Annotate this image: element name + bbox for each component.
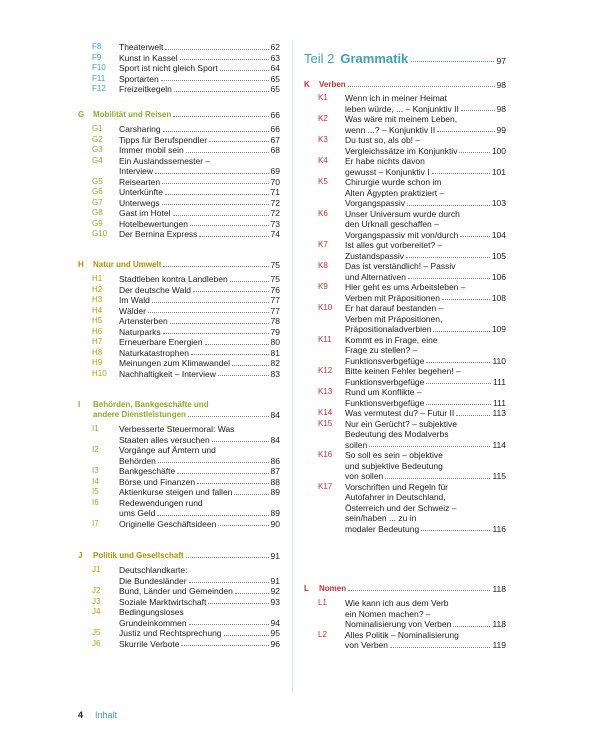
page-number: 83 [270, 368, 280, 379]
entry-code: F12 [92, 84, 106, 93]
section-title: Mobilität und Reisen [93, 110, 172, 119]
section-heading[interactable] [78, 551, 280, 561]
entry-code: I2 [92, 445, 99, 454]
entry-text-line: Funktionsverbgefüge [345, 397, 425, 408]
entry-text-line: Alles Politik – Nominalisierung [345, 629, 459, 640]
entry-text-line: Er hat darauf bestanden – [345, 303, 444, 313]
section-heading[interactable] [304, 80, 506, 90]
entry-code: L1 [318, 598, 327, 607]
entry-text-line: Behörden [119, 455, 156, 466]
entry-text-line: sollen [345, 439, 368, 450]
entry-text-line: Unterwegs [119, 197, 160, 208]
section-title: Natur und Umwelt [93, 260, 162, 269]
entry-code: G4 [92, 155, 103, 165]
part-title: Grammatik [340, 51, 409, 66]
entry-code: J3 [92, 596, 101, 606]
entry-text-line: Funktionsverbgefüge [345, 376, 425, 387]
page-number: 110 [492, 355, 506, 366]
entry-text-line: gewusst – Konjunktiv I [345, 166, 430, 177]
entry-text-line: Was vermutest du? – Futur II [345, 408, 455, 418]
entry-code: I3 [92, 466, 99, 475]
page-number: 105 [491, 250, 506, 261]
entry-text-line: Naturparks [119, 326, 161, 337]
entry-text-line: Das ist verständlich! – Passiv [345, 261, 456, 271]
section-heading[interactable] [78, 110, 280, 120]
entry-code: H7 [92, 337, 103, 346]
page-number: 98 [496, 80, 506, 90]
section-heading[interactable] [304, 584, 506, 594]
section-title: Nomen [319, 584, 347, 593]
entry-text-line: Verbesserte Steuermoral: Was [119, 424, 235, 434]
section-g [78, 110, 280, 239]
entry-code: G5 [92, 176, 103, 186]
entry-text-line: Wie kann ich aus dem Verb [345, 598, 449, 608]
entry-code: J5 [92, 628, 101, 637]
entry-text-line: Was wäre mit meinem Leben, [345, 114, 458, 124]
entry-text-line: Er habe nichts davon [345, 156, 425, 166]
page-number: 99 [496, 124, 506, 135]
page-number: 114 [492, 439, 506, 450]
entry-code: H2 [92, 284, 103, 294]
page-number: 66 [270, 124, 280, 134]
page-number: 79 [270, 326, 280, 337]
entry-text-line: ums Geld [119, 508, 156, 518]
page-number: 69 [270, 166, 280, 176]
entry-code: J2 [92, 586, 101, 595]
entry-code: K9 [318, 282, 328, 291]
entry-text-line: Vorgangspassiv [345, 198, 406, 208]
section-l [304, 584, 506, 650]
entry-text-line: von Verben [345, 640, 389, 650]
entry-code: G10 [92, 229, 108, 238]
section-letter: G [78, 110, 85, 119]
section-letter: H [78, 260, 84, 269]
entry-text-line: Interview [119, 166, 154, 176]
entry-code: I6 [92, 497, 99, 507]
entry-text-line: Meinungen zum Klimawandel [119, 358, 231, 368]
page-number: 93 [270, 596, 280, 607]
section-h [78, 260, 280, 379]
section-title-line: andere Dienstleistungen [93, 410, 186, 419]
page-number: 103 [491, 198, 506, 208]
page-number: 81 [270, 347, 280, 358]
page-number: 75 [270, 274, 280, 284]
entry-text-line: Autofahrer in Deutschland, [345, 492, 446, 502]
entry-code: I4 [92, 476, 99, 486]
page-number: 95 [270, 628, 280, 638]
entry-text-line: Skurrile Verbote [119, 638, 180, 649]
entry-code: G6 [92, 187, 103, 196]
entry-text-line: Frage zu stellen? – [345, 345, 418, 355]
entry-text-line: Vergleichssätze im Konjunktiv [345, 145, 458, 156]
entry-text-line: Bankgeschäfte [119, 466, 176, 476]
entry-code: K12 [318, 366, 333, 375]
entry-text-line: Nachhaltigkeit – Interview [119, 368, 216, 379]
entry-text-line: Nominalisierung von Verben [345, 619, 452, 629]
page-number: 72 [270, 208, 280, 218]
page-number: 98 [496, 103, 506, 114]
entry-text-line: Kommt es in Frage, eine [345, 334, 438, 345]
page-number: 111 [493, 376, 506, 387]
entry-text-line: Justiz und Rechtsprechung [119, 628, 222, 638]
section-heading[interactable] [78, 260, 280, 270]
page-number: 87 [270, 466, 280, 476]
column-divider [292, 40, 293, 693]
entry-code: K10 [318, 303, 333, 312]
entry-text-line: von sollen [345, 471, 384, 481]
entry-code: K1 [318, 93, 328, 102]
section-letter: K [304, 80, 310, 89]
entry-text-line: Bedingungsloses [119, 607, 184, 617]
entry-text-line: Präpositionaladverbien [345, 324, 432, 334]
entry-text-line: ein Nomen machen? – [345, 608, 431, 619]
entry-code: F8 [92, 42, 102, 51]
page-number: 90 [270, 518, 280, 529]
entry-code: K6 [318, 208, 328, 218]
entry-text-line: Artensterben [119, 316, 168, 326]
page-number: 63 [270, 52, 280, 63]
page-number: 73 [270, 218, 280, 229]
page-number: 115 [492, 471, 506, 481]
entry-code: G8 [92, 208, 103, 217]
entry-text-line: Ein Auslandssemester – [119, 155, 211, 166]
entry-code: H6 [92, 326, 103, 336]
footer-page-number: 4 [78, 710, 84, 720]
page-number: 80 [270, 337, 280, 347]
page-number: 118 [492, 619, 506, 629]
page-number: 66 [270, 110, 280, 120]
entry-code: F9 [92, 52, 102, 62]
entry-code: G9 [92, 218, 103, 228]
page-number: 113 [492, 408, 506, 418]
entry-text-line: Gast im Hotel [119, 208, 171, 218]
entry-text-line: Zustandspassiv [345, 250, 405, 261]
entry-text-line: Bund, Länder und Gemeinden [119, 586, 233, 596]
entry-text-line: Deutschlandkarte: [119, 565, 188, 575]
entry-text-line: Vorgangspassiv mit von/durch [345, 229, 459, 240]
page-number: 77 [270, 305, 280, 316]
entry-code: H10 [92, 368, 107, 378]
entry-code: G2 [92, 134, 103, 144]
page-number: 94 [270, 617, 280, 628]
entry-code: F11 [92, 73, 106, 83]
entry-code: H3 [92, 295, 103, 304]
entry-text-line: Naturkatastrophen [119, 347, 189, 358]
entry-text-line: Hotelbewertungen [119, 218, 188, 229]
entry-text-line: Theaterwelt [119, 42, 164, 52]
entry-text-line: Tipps für Berufspendler [119, 134, 208, 145]
page-number: 104 [491, 229, 506, 240]
section-k [304, 80, 506, 534]
page-number: 65 [270, 73, 280, 84]
entry-code: K5 [318, 177, 328, 186]
entry-text-line: Reisearten [119, 176, 161, 187]
entry-code: K2 [318, 114, 328, 123]
entry-code: H1 [92, 274, 103, 283]
page-number: 96 [270, 638, 280, 649]
entry-text-line: Du tust so, als ob! – [345, 135, 421, 145]
page-number: 72 [270, 197, 280, 208]
entry-code: H5 [92, 316, 103, 325]
entry-text-line: leben würde, ... – Konjunktiv II [345, 103, 459, 114]
footer-label: Inhalt [95, 710, 118, 720]
section-letter: J [78, 551, 83, 560]
page-number: 70 [270, 176, 280, 187]
entry-text-line: Alten Ägypten praktiziert – [345, 187, 445, 198]
entry-text-line: und Alternativen [345, 271, 406, 282]
page-number: 86 [270, 455, 280, 466]
entry-text-line: Staaten alles versuchen [119, 434, 210, 445]
page-number: 111 [493, 397, 506, 408]
entry-text-line: Wenn ich in meiner Heimat [345, 93, 447, 103]
entry-code: I5 [92, 487, 99, 496]
entry-text-line: Unterkünfte [119, 187, 163, 197]
page-number: 75 [270, 260, 280, 270]
entry-text-line: Aktienkurse steigen und fallen [119, 487, 233, 497]
page-number: 106 [491, 271, 506, 282]
entry-text-line: Immer mobil sein [119, 145, 184, 155]
page-number: 109 [491, 324, 506, 334]
page-number: 84 [270, 410, 280, 420]
section-letter: L [304, 584, 309, 593]
entry-text-line: Funktionsverbgefüge [345, 355, 425, 366]
page-footer [78, 710, 117, 720]
entry-code: J4 [92, 607, 101, 616]
page-number: 108 [491, 292, 506, 303]
section-heading[interactable] [78, 400, 280, 420]
entry-text-line: Sportarten [119, 73, 159, 84]
section-i [78, 400, 280, 529]
entry-text-line: Redewendungen rund [119, 497, 203, 508]
entry-code: F10 [92, 63, 106, 72]
entry-code: K17 [318, 481, 333, 491]
entry-text-line: Der deutsche Wald [119, 284, 191, 295]
page-number: 67 [270, 134, 280, 145]
entry-text-line: Stadtleben kontra Landleben [119, 274, 228, 284]
entry-code: K7 [318, 240, 328, 249]
entry-text-line: Ist alles gut vorbereitet? – [345, 240, 443, 250]
page-number: 91 [270, 551, 280, 561]
page-number: 77 [270, 295, 280, 305]
entry-text-line: Vorgänge auf Ämtern und [119, 445, 216, 455]
entry-text-line: Bedeutung des Modalverbs [345, 429, 449, 439]
entry-code: J1 [92, 565, 101, 574]
entry-text-line: Im Wald [119, 295, 150, 305]
entry-code: H8 [92, 347, 103, 357]
page-number: 88 [270, 476, 280, 487]
entry-code: K3 [318, 135, 328, 144]
entry-text-line: Freizeitkegeln [119, 84, 172, 94]
entry-text-line: Unser Universum wurde durch [345, 208, 460, 219]
page-number: 74 [270, 229, 280, 239]
entry-text-line: modaler Bedeutung [345, 523, 420, 534]
entry-code: H4 [92, 305, 103, 315]
entry-code: K13 [318, 387, 333, 396]
entry-code: I1 [92, 424, 99, 433]
entry-text-line: Erneuerbare Energien [119, 337, 203, 347]
page-number: 89 [270, 508, 280, 518]
entry-text-line: Vorschriften und Regeln für [345, 481, 449, 492]
part-heading[interactable] [304, 48, 506, 66]
entry-code: K15 [318, 418, 333, 428]
section-j [78, 551, 280, 649]
page-number: 119 [492, 640, 506, 650]
entry-text-line: Chirurgie wurde schon im [345, 177, 442, 187]
entry-text-line: So soll es sein – objektive [345, 450, 443, 460]
page-number: 92 [270, 586, 280, 596]
entry-text-line: Österreich und der Schweiz – [345, 502, 457, 513]
entry-text-line: Hier geht es ums Arbeitsleben – [345, 282, 466, 292]
entry-text-line: Rund um Konflikte – [345, 387, 422, 397]
entry-code: H9 [92, 358, 103, 367]
entry-text-line: Der Bernina Express [119, 229, 198, 239]
entry-code: K11 [318, 334, 332, 344]
page-number: 91 [270, 575, 280, 586]
entry-text-line: sein/haben ... zu in [345, 513, 417, 523]
entry-text-line: Wälder [119, 305, 146, 316]
entry-text-line: Sport ist nicht gleich Sport [119, 63, 218, 73]
page-number: 71 [270, 187, 280, 197]
entry-text-line: Originelle Geschäftsideen [119, 518, 217, 529]
page-number: 100 [491, 145, 506, 156]
entry-code: I7 [92, 518, 99, 528]
entry-text-line: Soziale Marktwirtschaft [119, 596, 207, 607]
entry-code: K4 [318, 156, 328, 165]
entry-code: L2 [318, 629, 327, 639]
page-number: 101 [491, 166, 506, 177]
entry-code: K14 [318, 408, 333, 417]
section-title-line: Behörden, Bankgeschäfte und [93, 400, 209, 409]
section-title: Verben [319, 80, 346, 89]
entry-text-line: und subjektive Bedeutung [345, 460, 443, 471]
page-number: 89 [270, 487, 280, 497]
page-number: 97 [496, 56, 506, 66]
entry-text-line: Verben mit Präpositionen, [345, 313, 443, 324]
entry-text-line: Grundeinkommen [119, 617, 187, 628]
entry-text-line: Kunst in Kassel [119, 52, 178, 63]
entry-text-line: Nur ein Gerücht? – subjektive [345, 418, 457, 429]
section-letter: I [78, 400, 81, 409]
page-number: 64 [270, 63, 280, 73]
section-title: Politik und Gesellschaft [93, 551, 184, 560]
page-number: 68 [270, 145, 280, 155]
entry-code: J6 [92, 638, 101, 648]
part-label: Teil 2 [304, 51, 335, 66]
page-number: 65 [270, 84, 280, 94]
page-number: 84 [270, 434, 280, 445]
page-number: 82 [270, 358, 280, 368]
page-number: 76 [270, 284, 280, 295]
entry-text-line: den Urknall geschaffen – [345, 219, 439, 229]
page-number: 78 [270, 316, 280, 326]
entry-text-line: Die Bundesländer [119, 575, 187, 586]
entry-code: G3 [92, 145, 103, 154]
page-number: 118 [492, 584, 506, 594]
entry-code: K8 [318, 261, 328, 270]
entry-text-line: Börse und Finanzen [119, 476, 196, 487]
entry-text-line: Bitte keinen Fehler begehen! – [345, 366, 461, 376]
entry-text-line: wenn ...? – Konjunktiv II [345, 124, 436, 135]
entry-code: K16 [318, 450, 333, 459]
entry-text-line: Verben mit Präpositionen [345, 292, 440, 303]
page-number: 62 [270, 42, 280, 52]
entry-code: G1 [92, 124, 103, 133]
entry-code: G7 [92, 197, 103, 207]
entry-text-line: Carsharing [119, 124, 161, 134]
page-number: 116 [492, 523, 506, 534]
